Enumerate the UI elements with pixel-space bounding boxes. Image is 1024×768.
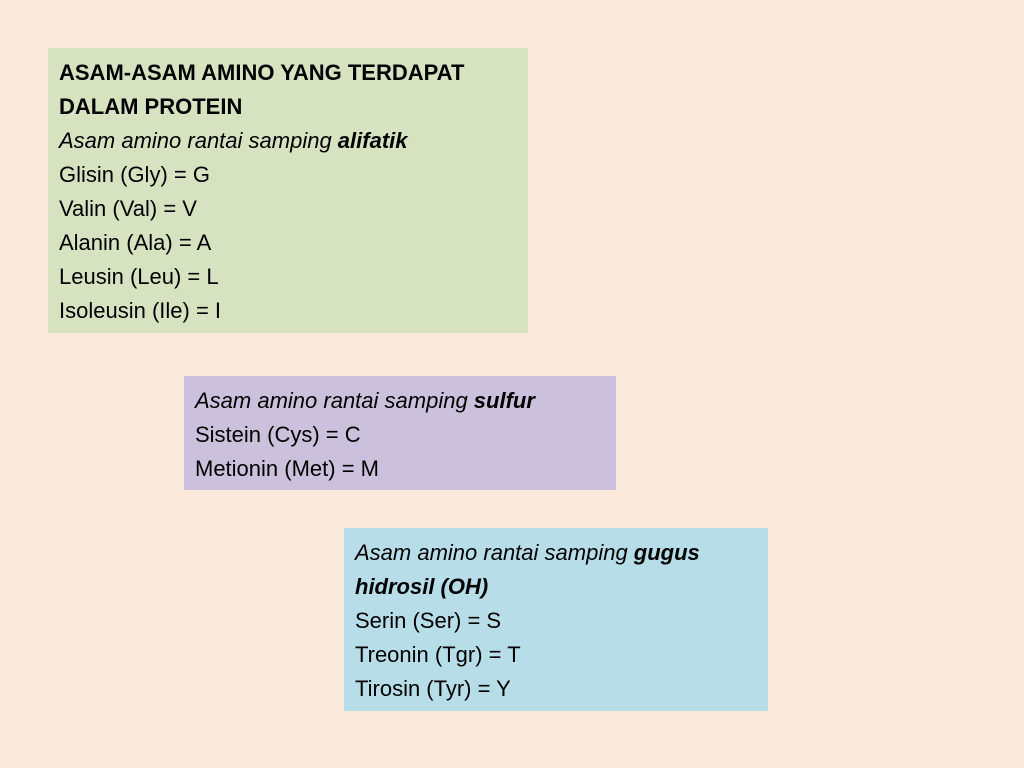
hydroxyl-subtitle [355,536,757,604]
hydroxyl-subtitle-emphasis: gugus hidrosil (OH) [355,540,700,599]
aliphatic-subtitle [59,124,517,158]
aliphatic-amino-acids-box [48,48,528,333]
amino-acid-item: Glisin (Gly) = G [59,162,210,187]
sulfur-subtitle [195,384,605,418]
amino-acid-item: Valin (Val) = V [59,196,197,221]
sulfur-amino-acids-box [184,376,616,490]
sulfur-subtitle-prefix: Asam amino rantai samping [195,388,474,413]
amino-acid-item: Tirosin (Tyr) = Y [355,676,511,701]
hydroxyl-subtitle-prefix: Asam amino rantai samping [355,540,634,565]
amino-acid-item: Metionin (Met) = M [195,456,379,481]
amino-acid-item: Leusin (Leu) = L [59,264,219,289]
amino-acid-item: Serin (Ser) = S [355,608,502,633]
amino-acid-item: Isoleusin (Ile) = I [59,298,222,323]
aliphatic-subtitle-prefix: Asam amino rantai samping [59,128,338,153]
aliphatic-subtitle-emphasis: alifatik [337,128,408,153]
amino-acid-item: Alanin (Ala) = A [59,230,212,255]
sulfur-subtitle-emphasis: sulfur [473,388,535,413]
amino-acid-item: Treonin (Tgr) = T [355,642,521,667]
amino-acid-item: Sistein (Cys) = C [195,422,361,447]
hydroxyl-amino-acids-box [344,528,768,711]
slide-heading: ASAM-ASAM AMINO YANG TERDAPAT DALAM PROTEIN [59,60,465,119]
